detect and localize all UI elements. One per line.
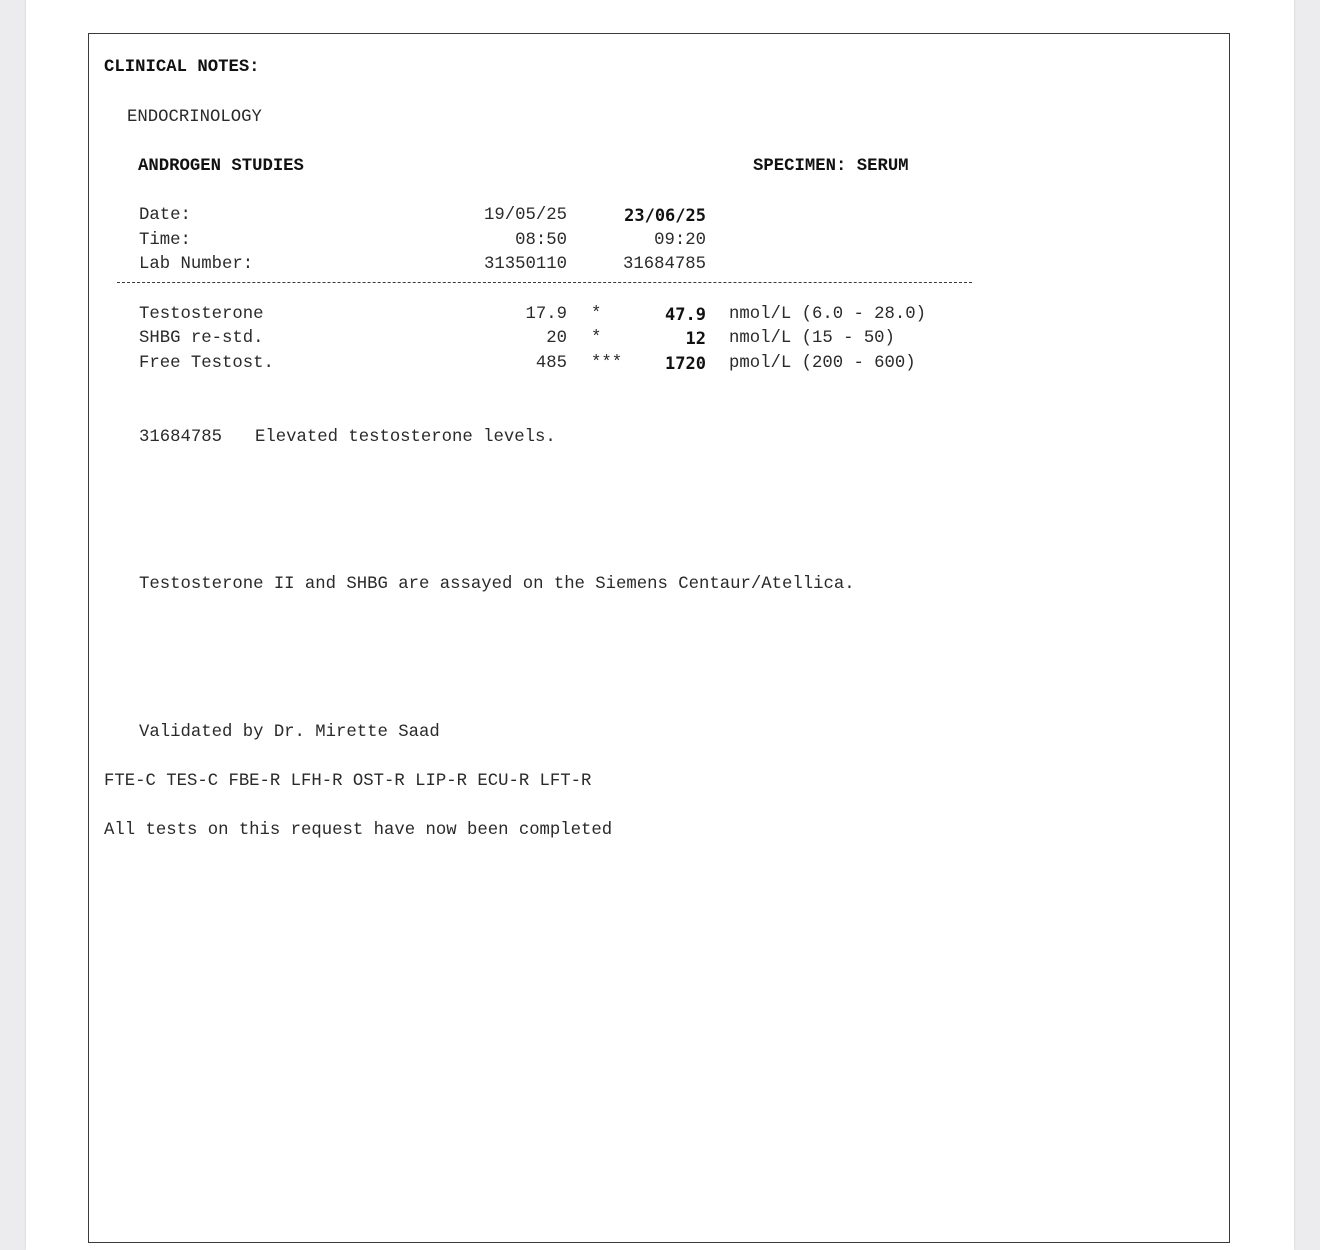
validated-by: Validated by Dr. Mirette Saad <box>139 723 440 742</box>
lab-number-label: Lab Number: <box>139 255 254 274</box>
unit-range: nmol/L (6.0 - 28.0) <box>729 305 927 324</box>
assay-note: Testosterone II and SHBG are assayed on the Siemens Centaur/Atellica. <box>139 575 855 594</box>
department-label: ENDOCRINOLOGY <box>127 108 262 127</box>
specimen-label: SPECIMEN: SERUM <box>753 157 909 176</box>
completion-note: All tests on this request have now been completed <box>104 821 613 840</box>
current-result: 12 <box>685 329 706 349</box>
prev-result: 17.9 <box>525 305 567 324</box>
prev-result: 485 <box>535 354 567 373</box>
dashed-divider <box>117 282 972 283</box>
prev-time: 08:50 <box>515 231 567 250</box>
result-flag: * <box>591 305 602 324</box>
prev-result: 20 <box>546 329 567 348</box>
unit-range: pmol/L (200 - 600) <box>729 354 916 373</box>
unit-range: nmol/L (15 - 50) <box>729 329 895 348</box>
prev-lab-number: 31350110 <box>484 255 567 274</box>
comment-lab-number: 31684785 <box>139 428 222 447</box>
current-date: 23/06/25 <box>624 206 706 226</box>
result-flag: * <box>591 329 602 348</box>
test-codes: FTE-C TES-C FBE-R LFH-R OST-R LIP-R ECU-R LFT-R <box>104 772 592 791</box>
current-result: 47.9 <box>665 305 706 325</box>
current-time: 09:20 <box>654 231 706 250</box>
study-title: ANDROGEN STUDIES <box>138 157 304 176</box>
prev-date: 19/05/25 <box>484 206 567 225</box>
date-label: Date: <box>139 206 191 225</box>
current-lab-number: 31684785 <box>623 255 706 274</box>
test-name: Free Testost. <box>139 354 274 373</box>
result-flag: *** <box>591 354 623 373</box>
clinical-notes-label: CLINICAL NOTES: <box>104 58 260 77</box>
test-name: Testosterone <box>139 305 264 324</box>
comment-text: Elevated testosterone levels. <box>255 428 556 447</box>
test-name: SHBG re-std. <box>139 329 264 348</box>
time-label: Time: <box>139 231 191 250</box>
current-result: 1720 <box>665 354 706 374</box>
